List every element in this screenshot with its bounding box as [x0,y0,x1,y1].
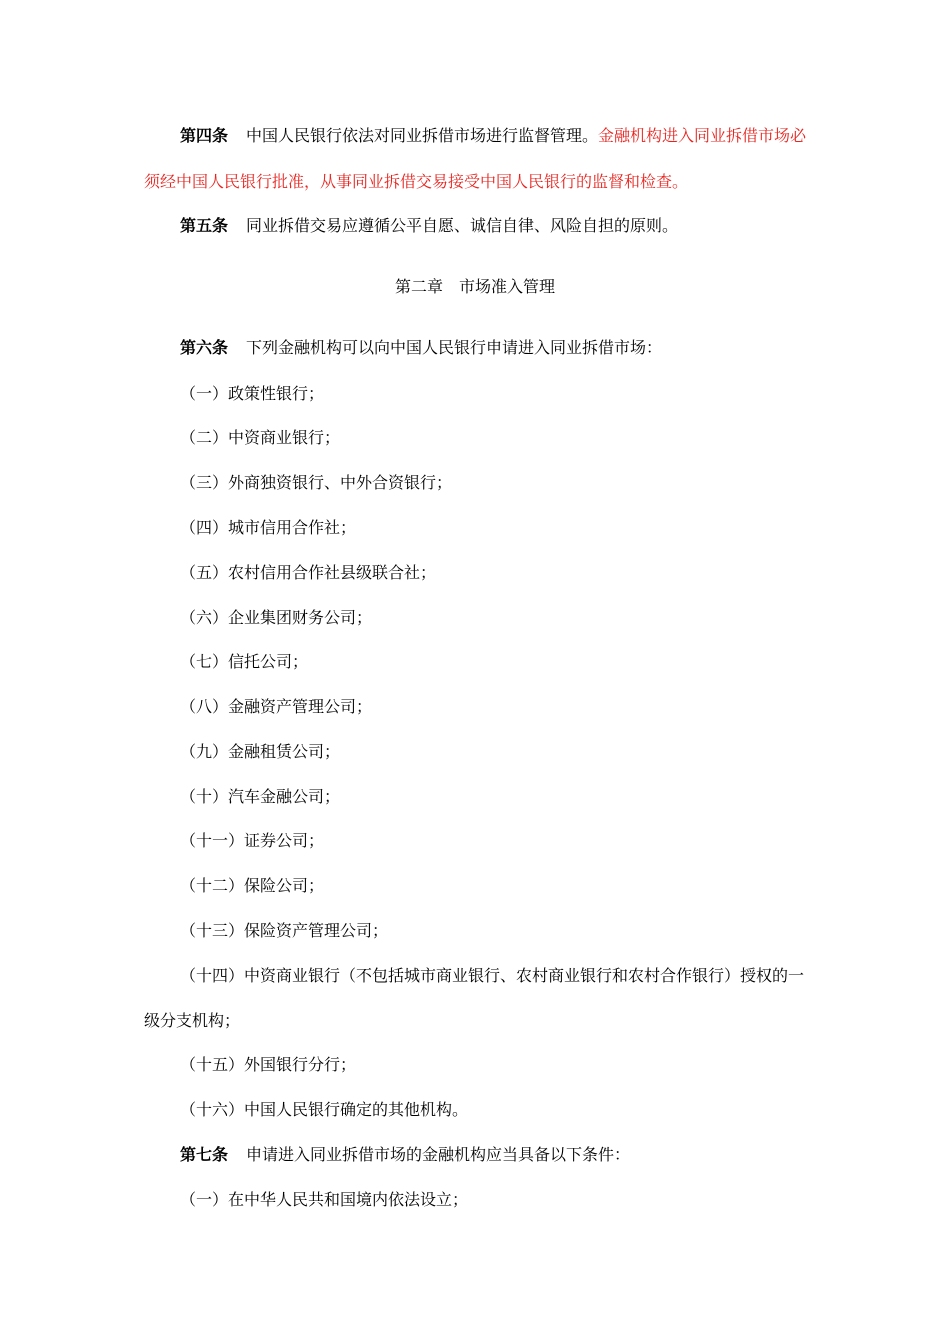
list-item: （五）农村信用合作社县级联合社； [180,563,437,582]
list-item: （十二）保险公司； [180,876,325,895]
chapter-heading: 第二章 市场准入管理 [394,277,555,296]
article-7-number: 第七条 [180,1145,229,1164]
article-6-number: 第六条 [180,338,229,357]
article-7-text: 申请进入同业拆借市场的金融机构应当具备以下条件： [246,1145,631,1164]
list-item: （九）金融租赁公司； [180,742,341,761]
list-item: （二）中资商业银行； [180,428,341,447]
list-item: （十三）保险资产管理公司； [180,921,389,940]
list-item: （十）汽车金融公司； [180,787,341,806]
list-item: （一）政策性银行； [180,384,325,403]
article-5-number: 第五条 [180,216,229,235]
article-6 [144,325,810,371]
list-item: （八）金融资产管理公司； [180,697,373,716]
list-item: （十四）中资商业银行（不包括城市商业银行、农村商业银行和农村合作银行）授权的一级分支机构； [144,966,805,1030]
article-4-highlight: 金融机构进入同业拆借市场必须经中国人民银行批准，从事同业拆借交易接受中国人民银行的监督和检查。 [144,126,807,191]
article-4-text: 中国人民银行依法对同业拆借市场进行监督管理。 [246,126,599,145]
article-6-text: 下列金融机构可以向中国人民银行申请进入同业拆借市场： [246,338,663,357]
list-item: （四）城市信用合作社； [180,518,357,537]
list-item: （十五）外国银行分行； [180,1055,357,1074]
article-5 [144,203,810,249]
article-7 [144,1132,810,1178]
list-item: （七）信托公司； [180,652,309,671]
article-5-text: 同业拆借交易应遵循公平自愿、诚信自律、风险自担的原则。 [246,216,679,235]
list-item: （六）企业集团财务公司； [180,608,373,627]
list-item: （十一）证券公司； [180,831,325,850]
article-4-number: 第四条 [180,126,229,145]
article-4 [144,113,810,205]
list-item: （一）在中华人民共和国境内依法设立； [180,1190,469,1209]
list-item: （三）外商独资银行、中外合资银行； [180,473,453,492]
list-item: （十六）中国人民银行确定的其他机构。 [180,1100,469,1119]
